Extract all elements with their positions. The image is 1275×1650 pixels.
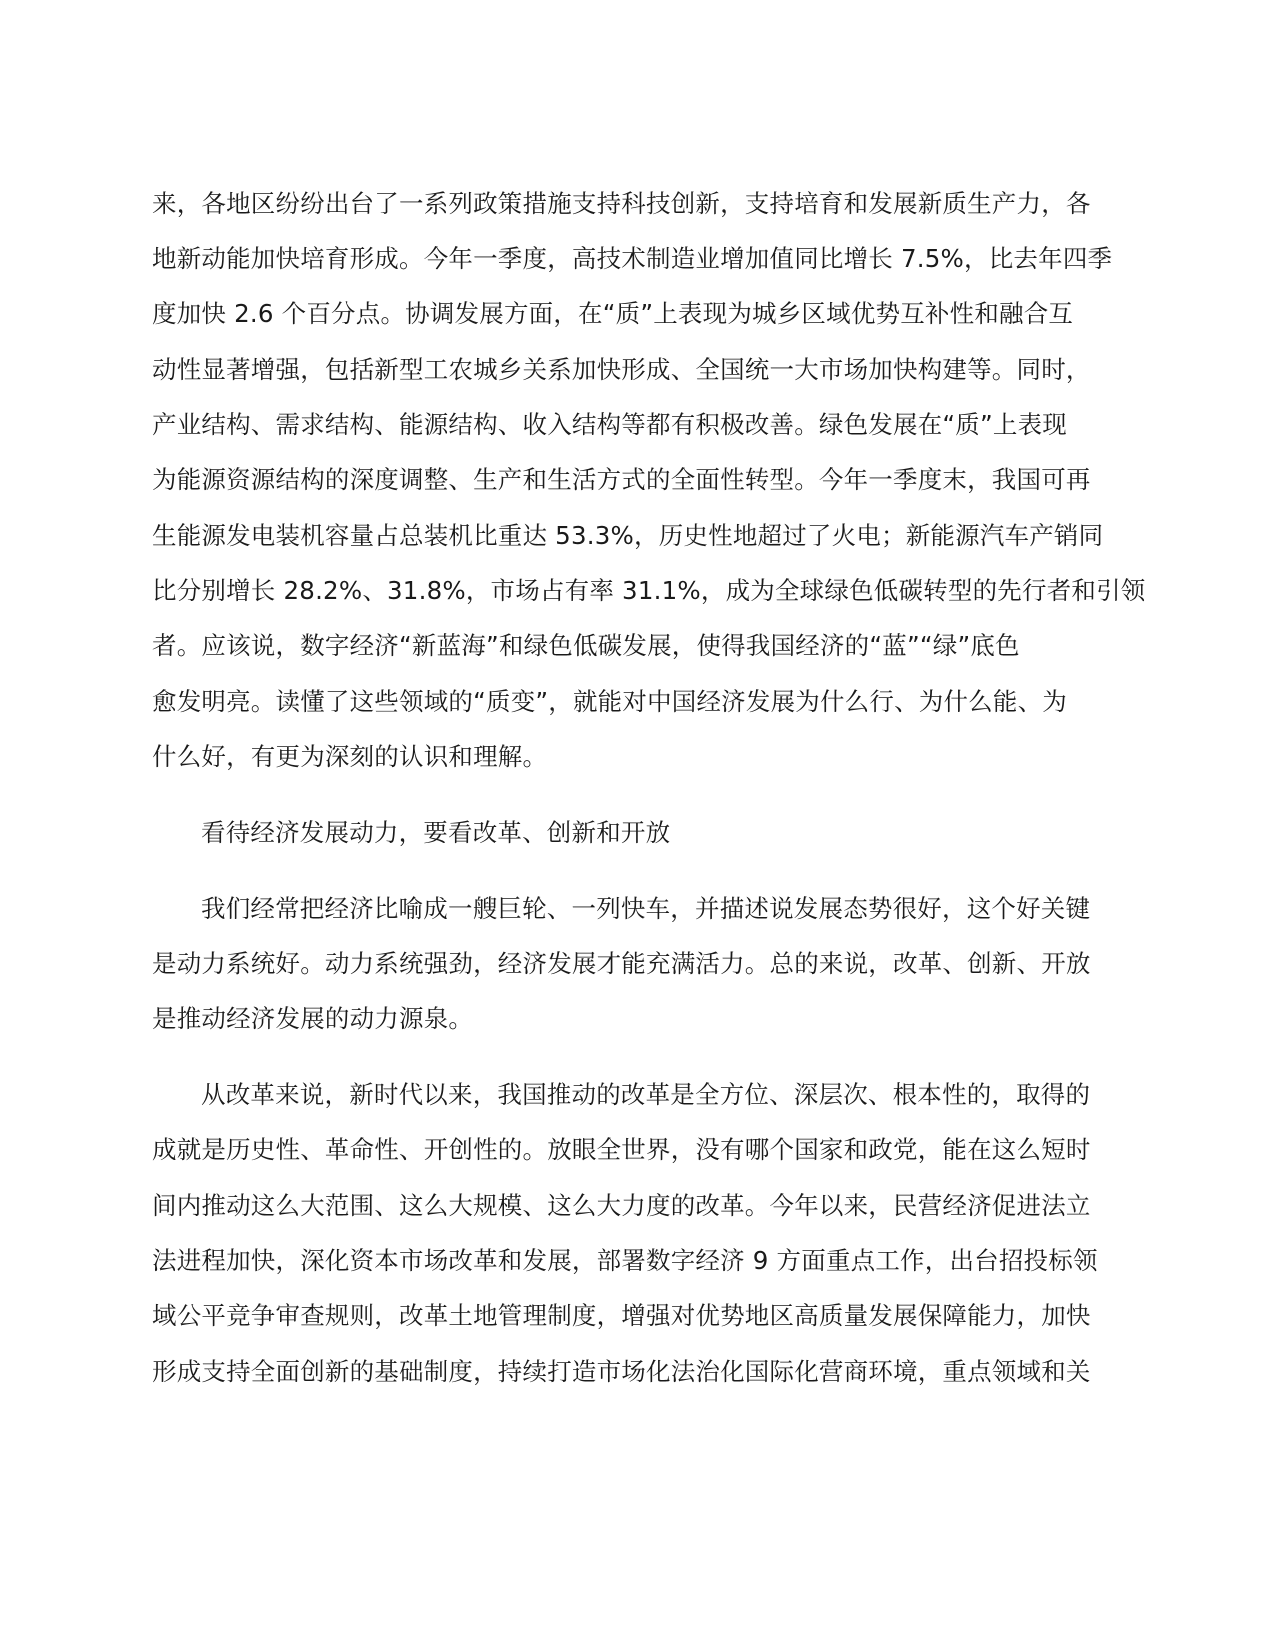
text-line: 者。应该说，数字经济“新蓝海”和绿色低碳发展，使得我国经济的“蓝”“绿”底色: [152, 631, 1020, 660]
text-line: 域公平竞争审查规则，改革土地管理制度，增强对优势地区高质量发展保障能力，加快: [152, 1301, 1091, 1330]
text-line: 生能源发电装机容量占总装机比重达 53.3%，历史性地超过了火电；新能源汽车产销同: [152, 521, 1104, 550]
text-line: 比分别增长 28.2%、31.8%，市场占有率 31.1%，成为全球绿色低碳转型的先行者和引领: [152, 576, 1146, 605]
text-line: 我们经常把经济比喻成一艘巨轮、一列快车，并描述说发展态势很好，这个好关键: [201, 894, 1091, 923]
text-line: 成就是历史性、革命性、开创性的。放眼全世界，没有哪个国家和政党，能在这么短时: [152, 1135, 1091, 1164]
text-line: 形成支持全面创新的基础制度，持续打造市场化法治化国际化营商环境，重点领域和关: [152, 1357, 1091, 1386]
text-line: 动性显著增强，包括新型工农城乡关系加快形成、全国统一大市场加快构建等。同时，: [152, 355, 1091, 384]
text-line: 愈发明亮。读懂了这些领域的“质变”，就能对中国经济发展为什么行、为什么能、为: [152, 687, 1067, 716]
text-line: 是推动经济发展的动力源泉。: [152, 1004, 474, 1033]
text-line: 什么好，有更为深刻的认识和理解。: [152, 742, 548, 771]
text-line: 从改革来说，新时代以来，我国推动的改革是全方位、深层次、根本性的，取得的: [201, 1080, 1091, 1109]
text-line: 法进程加快，深化资本市场改革和发展，部署数字经济 9 方面重点工作，出台招投标领: [152, 1246, 1098, 1275]
section-heading: 看待经济发展动力，要看改革、创新和开放: [201, 818, 671, 847]
text-line: 产业结构、需求结构、能源结构、收入结构等都有积极改善。绿色发展在“质”上表现: [152, 410, 1067, 439]
text-line: 来，各地区纷纷出台了一系列政策措施支持科技创新，支持培育和发展新质生产力，各: [152, 189, 1091, 218]
text-line: 为能源资源结构的深度调整、生产和生活方式的全面性转型。今年一季度末，我国可再: [152, 465, 1091, 494]
text-line: 间内推动这么大范围、这么大规模、这么大力度的改革。今年以来，民营经济促进法立: [152, 1191, 1091, 1220]
text-line: 是动力系统好。动力系统强劲，经济发展才能充满活力。总的来说，改革、创新、开放: [152, 949, 1091, 978]
text-line: 地新动能加快培育形成。今年一季度，高技术制造业增加值同比增长 7.5%，比去年四季: [152, 244, 1113, 273]
text-line: 度加快 2.6 个百分点。协调发展方面，在“质”上表现为城乡区域优势互补性和融合互: [152, 299, 1074, 328]
